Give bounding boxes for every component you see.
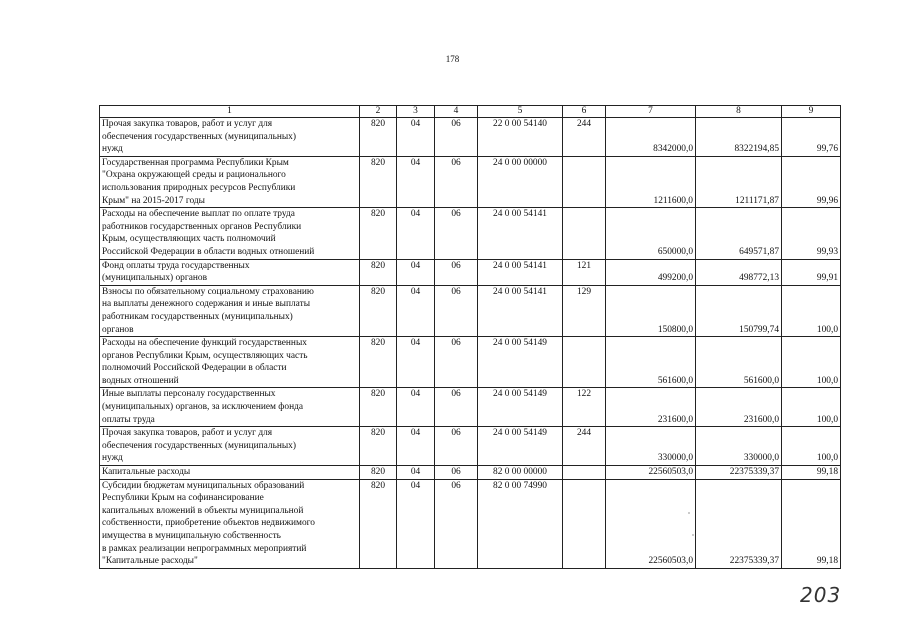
executed-amount-cell: 1211171,87 bbox=[696, 156, 782, 207]
expense-type-cell bbox=[563, 156, 606, 207]
ministry-code-cell: 820 bbox=[360, 466, 397, 480]
ministry-code-cell: 820 bbox=[360, 259, 397, 285]
section-code-cell: 04 bbox=[397, 466, 435, 480]
expense-name-line: (муниципальных) органов bbox=[102, 273, 208, 284]
executed-amount-cell: 8322194,85 bbox=[696, 118, 782, 157]
target-article-cell: 24 0 00 54149 bbox=[478, 427, 563, 466]
expense-type-cell bbox=[563, 466, 606, 480]
execution-percent-cell: 99,18 bbox=[782, 479, 841, 568]
expense-name-line: на выплаты денежного содержания и иные выплаты bbox=[102, 299, 310, 310]
target-article-cell: 24 0 00 54141 bbox=[478, 208, 563, 259]
expense-name-line: работникам государственных (муниципальных) bbox=[102, 311, 293, 322]
expense-name-line: Капитальные расходы bbox=[102, 467, 191, 478]
subsection-code-cell: 06 bbox=[435, 156, 478, 207]
ministry-code-cell: 820 bbox=[360, 337, 397, 388]
target-article-cell: 22 0 00 54140 bbox=[478, 118, 563, 157]
executed-amount-cell: 330000,0 bbox=[696, 427, 782, 466]
expense-name-line: "Капитальные расходы" bbox=[102, 556, 198, 567]
expense-name-line: оплаты труда bbox=[102, 414, 155, 425]
subsection-code-cell: 06 bbox=[435, 337, 478, 388]
expense-name-line: Республики Крым на софинансирование bbox=[102, 493, 264, 504]
section-code-cell: 04 bbox=[397, 285, 435, 336]
handwritten-page-number: 203 bbox=[800, 583, 842, 607]
expense-name-line: нужд bbox=[102, 144, 123, 155]
column-header-4: 4 bbox=[435, 106, 478, 118]
column-header-7: 7 bbox=[606, 106, 696, 118]
expense-name-line: капитальных вложений в объекты муниципальной bbox=[102, 505, 304, 516]
expense-name-line: Расходы на обеспечение выплат по оплате труда bbox=[102, 209, 295, 220]
column-header-1: 1 bbox=[100, 106, 360, 118]
table-row bbox=[100, 156, 841, 207]
expense-type-cell: 244 bbox=[563, 118, 606, 157]
subsection-code-cell: 06 bbox=[435, 466, 478, 480]
scan-speck bbox=[692, 534, 694, 536]
expense-name-cell bbox=[100, 156, 360, 207]
expense-type-cell: 244 bbox=[563, 427, 606, 466]
column-header-6: 6 bbox=[563, 106, 606, 118]
target-article-cell: 24 0 00 54149 bbox=[478, 388, 563, 427]
target-article-cell: 24 0 00 54141 bbox=[478, 285, 563, 336]
expense-name-line: Прочая закупка товаров, работ и услуг для bbox=[102, 428, 273, 439]
section-code-cell: 04 bbox=[397, 479, 435, 568]
ministry-code-cell: 820 bbox=[360, 208, 397, 259]
expense-name-cell bbox=[100, 259, 360, 285]
target-article-cell: 82 0 00 00000 bbox=[478, 466, 563, 480]
expense-name-cell bbox=[100, 466, 360, 480]
section-code-cell: 04 bbox=[397, 337, 435, 388]
expense-name-line: Расходы на обеспечение функций государственных bbox=[102, 338, 307, 349]
expense-name-line: водных отношений bbox=[102, 375, 179, 386]
executed-amount-cell: 561600,0 bbox=[696, 337, 782, 388]
expense-name-cell bbox=[100, 118, 360, 157]
ministry-code-cell: 820 bbox=[360, 118, 397, 157]
subsection-code-cell: 06 bbox=[435, 208, 478, 259]
table-row bbox=[100, 118, 841, 157]
expense-type-cell: 129 bbox=[563, 285, 606, 336]
execution-percent-cell: 99,96 bbox=[782, 156, 841, 207]
section-code-cell: 04 bbox=[397, 427, 435, 466]
column-header-2: 2 bbox=[360, 106, 397, 118]
subsection-code-cell: 06 bbox=[435, 118, 478, 157]
expense-name-line: имущества в муниципальную собственность bbox=[102, 531, 281, 541]
executed-amount-cell: 498772,13 bbox=[696, 259, 782, 285]
target-article-cell: 24 0 00 54141 bbox=[478, 259, 563, 285]
executed-amount-cell: 649571,87 bbox=[696, 208, 782, 259]
target-article-cell: 82 0 00 74990 bbox=[478, 479, 563, 568]
table-row bbox=[100, 388, 841, 427]
execution-percent-cell: 99,18 bbox=[782, 466, 841, 480]
table-row bbox=[100, 337, 841, 388]
page-number: 178 bbox=[445, 54, 460, 64]
executed-amount-cell: 22375339,37 bbox=[696, 479, 782, 568]
section-code-cell: 04 bbox=[397, 118, 435, 157]
executed-amount-cell: 150799,74 bbox=[696, 285, 782, 336]
table-row bbox=[100, 285, 841, 336]
execution-percent-cell: 99,91 bbox=[782, 259, 841, 285]
subsection-code-cell: 06 bbox=[435, 388, 478, 427]
target-article-cell: 24 0 00 00000 bbox=[478, 156, 563, 207]
planned-amount-cell: 1211600,0 bbox=[606, 156, 696, 207]
planned-amount-cell: 22560503,0 bbox=[606, 479, 696, 568]
planned-amount-cell: 22560503,0 bbox=[606, 466, 696, 480]
expense-name-line: Субсидии бюджетам муниципальных образований bbox=[102, 480, 305, 491]
subsection-code-cell: 06 bbox=[435, 285, 478, 336]
expense-name-line: работников государственных органов Республики bbox=[102, 221, 302, 232]
expense-type-cell bbox=[563, 479, 606, 568]
section-code-cell: 04 bbox=[397, 208, 435, 259]
subsection-code-cell: 06 bbox=[435, 427, 478, 466]
expense-name-cell bbox=[100, 285, 360, 336]
planned-amount-cell: 650000,0 bbox=[606, 208, 696, 259]
budget-execution-table bbox=[99, 105, 841, 569]
ministry-code-cell: 820 bbox=[360, 479, 397, 568]
section-code-cell: 04 bbox=[397, 259, 435, 285]
scan-speck bbox=[688, 512, 690, 514]
expense-name-line: собственности, приобретение объектов недвижимого bbox=[102, 518, 315, 529]
expense-name-line: органов Республики Крым, осуществляющих часть bbox=[102, 350, 308, 361]
planned-amount-cell: 561600,0 bbox=[606, 337, 696, 388]
expense-name-cell bbox=[100, 427, 360, 466]
subsection-code-cell: 06 bbox=[435, 259, 478, 285]
executed-amount-cell: 22375339,37 bbox=[696, 466, 782, 480]
ministry-code-cell: 820 bbox=[360, 388, 397, 427]
expense-name-line: Государственная программа Республики Крым bbox=[102, 157, 289, 168]
expense-name-line: Иные выплаты персоналу государственных bbox=[102, 389, 276, 400]
expense-name-line: обеспечения государственных (муниципальных) bbox=[102, 440, 296, 451]
planned-amount-cell: 150800,0 bbox=[606, 285, 696, 336]
execution-percent-cell: 100,0 bbox=[782, 388, 841, 427]
expense-name-line: (муниципальных) органов, за исключением фонда bbox=[102, 402, 304, 413]
execution-percent-cell: 100,0 bbox=[782, 285, 841, 336]
ministry-code-cell: 820 bbox=[360, 156, 397, 207]
planned-amount-cell: 330000,0 bbox=[606, 427, 696, 466]
table-row bbox=[100, 479, 841, 568]
expense-name-line: в рамках реализации непрограммных мероприятий bbox=[102, 543, 307, 554]
target-article-cell: 24 0 00 54149 bbox=[478, 337, 563, 388]
ministry-code-cell: 820 bbox=[360, 427, 397, 466]
expense-type-cell bbox=[563, 337, 606, 388]
expense-name-line: "Охрана окружающей среды и рационального bbox=[102, 170, 286, 181]
expense-name-line: полномочий Российской Федерации в области bbox=[102, 363, 287, 374]
planned-amount-cell: 231600,0 bbox=[606, 388, 696, 427]
executed-amount-cell: 231600,0 bbox=[696, 388, 782, 427]
expense-type-cell: 122 bbox=[563, 388, 606, 427]
execution-percent-cell: 100,0 bbox=[782, 337, 841, 388]
table-row bbox=[100, 466, 841, 480]
planned-amount-cell: 499200,0 bbox=[606, 259, 696, 285]
budget-table-container bbox=[99, 105, 841, 569]
section-code-cell: 04 bbox=[397, 388, 435, 427]
expense-name-cell bbox=[100, 208, 360, 259]
execution-percent-cell: 99,93 bbox=[782, 208, 841, 259]
expense-name-line: использования природных ресурсов Республики bbox=[102, 182, 296, 193]
section-code-cell: 04 bbox=[397, 156, 435, 207]
column-header-3: 3 bbox=[397, 106, 435, 118]
expense-name-cell bbox=[100, 388, 360, 427]
table-body bbox=[100, 118, 841, 569]
expense-name-line: Крым, осуществляющих часть полномочий bbox=[102, 234, 276, 245]
ministry-code-cell: 820 bbox=[360, 285, 397, 336]
expense-name-cell bbox=[100, 479, 360, 568]
table-row bbox=[100, 259, 841, 285]
column-number-row bbox=[100, 106, 841, 118]
table-row bbox=[100, 427, 841, 466]
column-header-5: 5 bbox=[478, 106, 563, 118]
expense-name-line: Взносы по обязательному социальному страхованию bbox=[102, 286, 314, 297]
expense-name-line: Фонд оплаты труда государственных bbox=[102, 260, 250, 271]
expense-type-cell bbox=[563, 208, 606, 259]
execution-percent-cell: 100,0 bbox=[782, 427, 841, 466]
column-header-8: 8 bbox=[696, 106, 782, 118]
expense-name-line: нужд bbox=[102, 453, 123, 464]
expense-name-line: Российской Федерации в области водных отношений bbox=[102, 246, 315, 257]
expense-name-line: Прочая закупка товаров, работ и услуг для bbox=[102, 119, 273, 129]
expense-name-line: Крым" на 2015-2017 годы bbox=[102, 195, 205, 206]
execution-percent-cell: 99,76 bbox=[782, 118, 841, 157]
column-header-9: 9 bbox=[782, 106, 841, 118]
expense-name-line: органов bbox=[102, 324, 134, 335]
expense-name-line: обеспечения государственных (муниципальных) bbox=[102, 131, 296, 142]
expense-name-cell bbox=[100, 337, 360, 388]
planned-amount-cell: 8342000,0 bbox=[606, 118, 696, 157]
expense-type-cell: 121 bbox=[563, 259, 606, 285]
table-row bbox=[100, 208, 841, 259]
subsection-code-cell: 06 bbox=[435, 479, 478, 568]
